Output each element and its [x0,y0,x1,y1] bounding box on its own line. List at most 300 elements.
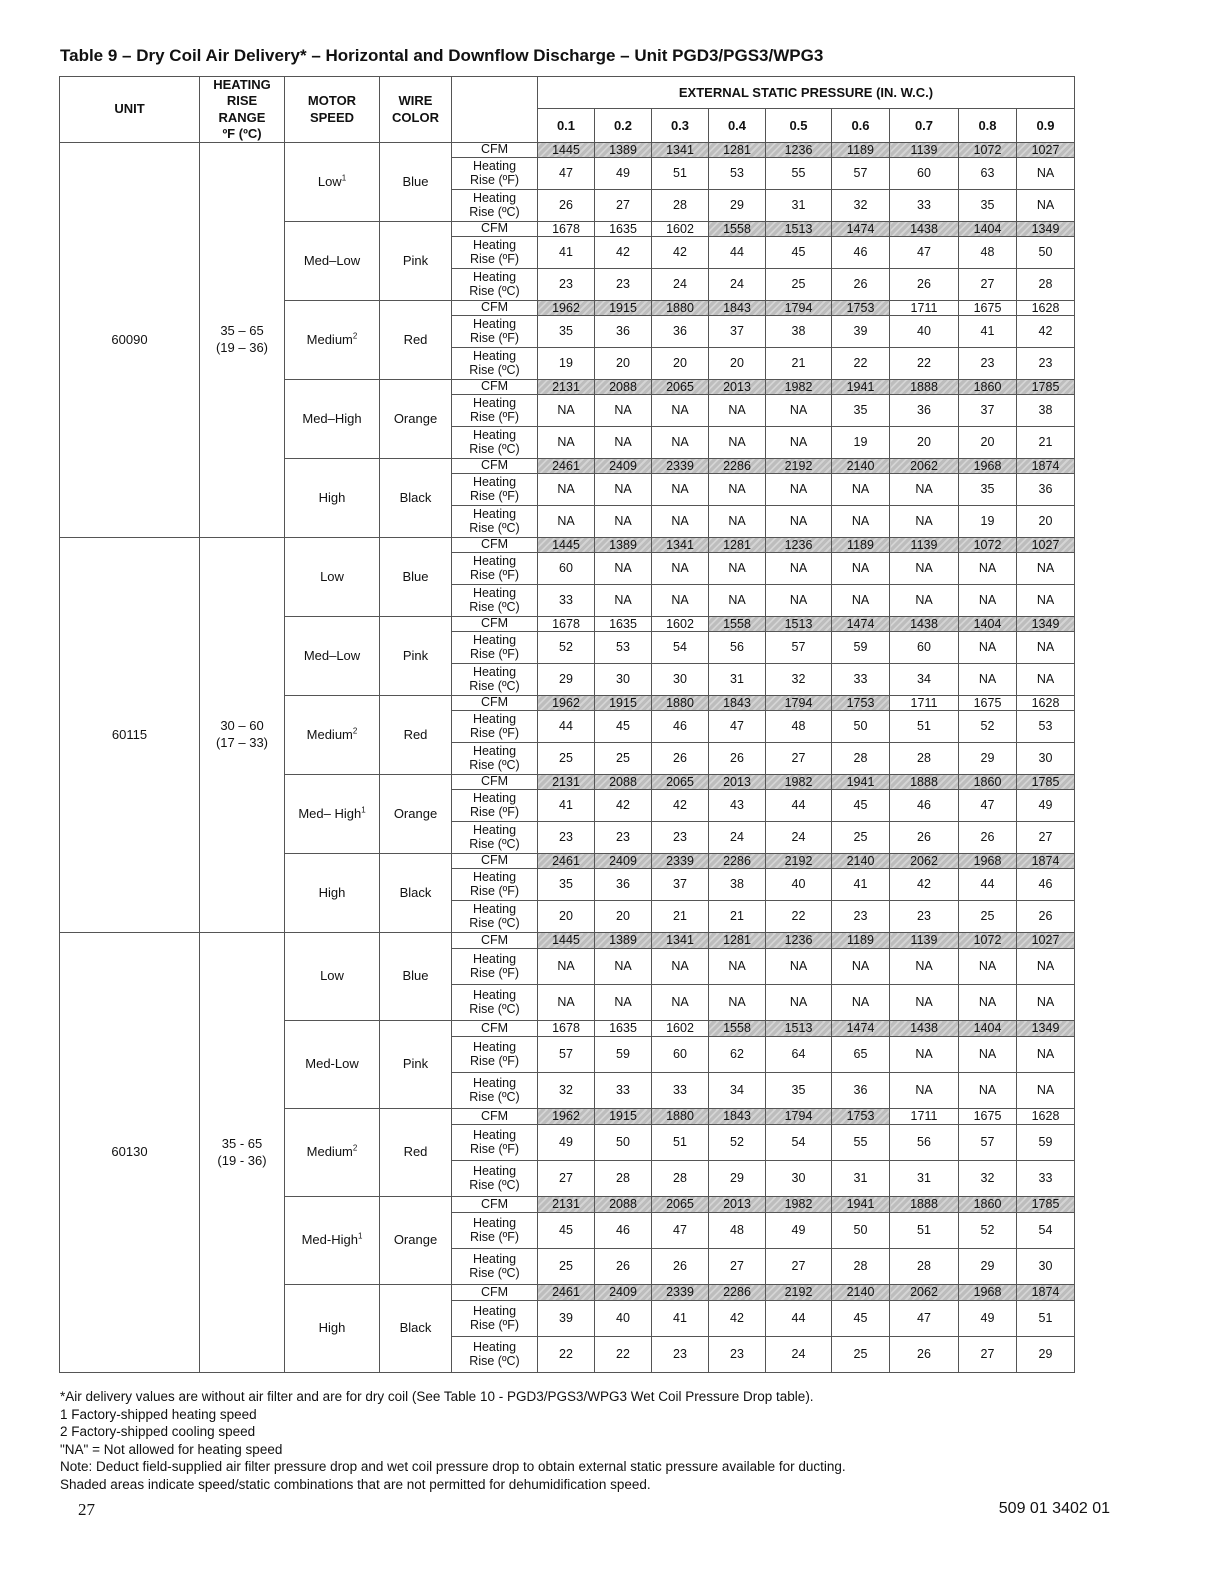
rise-c-value: 32 [538,1073,595,1109]
row-label-rise-c: Heating Rise (ºC) [452,1161,538,1197]
rise-c-value: 27 [959,269,1017,301]
rise-c-value: 27 [538,1161,595,1197]
rise-f-value: 39 [832,316,890,348]
rise-c-value: 25 [538,1249,595,1285]
cfm-value: 1513 [766,222,832,237]
rise-f-value: 50 [1017,237,1075,269]
rise-f-value: 52 [959,1213,1017,1249]
motor-speed: Med-Low [285,1021,380,1109]
rise-f-value: 41 [959,316,1017,348]
cfm-value: 1438 [890,222,959,237]
header-pressure-col: 0.1 [538,109,595,143]
rise-c-value: 24 [766,1337,832,1373]
rise-c-value: 29 [959,1249,1017,1285]
rise-f-value: 47 [890,237,959,269]
cfm-value: 1860 [959,380,1017,395]
rise-c-value: 23 [890,901,959,933]
cfm-value: 1968 [959,1285,1017,1301]
rise-f-value: 46 [652,711,709,743]
page-title: Table 9 – Dry Coil Air Delivery* – Horizontal and Downflow Discharge – Unit PGD3/PGS3/WPG3 [60,46,824,65]
rise-f-value: NA [595,553,652,585]
cfm-value: 1753 [832,301,890,316]
rise-c-value: 27 [709,1249,766,1285]
rise-f-value: 40 [890,316,959,348]
rise-c-value: 36 [832,1073,890,1109]
cfm-value: 1874 [1017,1285,1075,1301]
rise-f-value: 55 [766,158,832,190]
rise-f-value: 49 [959,1301,1017,1337]
rise-c-value: 34 [890,664,959,696]
rise-f-value: 48 [959,237,1017,269]
rise-f-value: 53 [595,632,652,664]
rise-f-value: 51 [652,158,709,190]
unit-model: 60115 [60,538,200,933]
cfm-value: 2409 [595,459,652,474]
cfm-value: 1785 [1017,380,1075,395]
rise-c-value: 23 [832,901,890,933]
wire-color: Blue [380,143,452,222]
row-label-cfm: CFM [452,1197,538,1213]
rise-f-value: 49 [538,1125,595,1161]
rise-f-value: 44 [766,790,832,822]
rise-c-value: 25 [832,822,890,854]
cfm-value: 1880 [652,1109,709,1125]
cfm-value: 1675 [959,301,1017,316]
cfm-value: 1072 [959,933,1017,949]
cfm-value: 2013 [709,380,766,395]
cfm-value: 2286 [709,854,766,869]
row-label-rise-f: Heating Rise (ºF) [452,1213,538,1249]
footnotes [60,1388,846,1493]
rise-f-value: NA [959,1037,1017,1073]
row-label-rise-c: Heating Rise (ºC) [452,585,538,617]
rise-c-value: 33 [538,585,595,617]
rise-f-value: NA [709,474,766,506]
rise-c-value: NA [832,985,890,1021]
rise-c-value: 21 [1017,427,1075,459]
rise-c-value: 19 [538,348,595,380]
header-pressure-col: 0.4 [709,109,766,143]
row-label-rise-f: Heating Rise (ºF) [452,395,538,427]
cfm-value: 1341 [652,143,709,158]
rise-c-value: NA [538,506,595,538]
rise-f-value: NA [652,949,709,985]
header-pressure-col: 0.7 [890,109,959,143]
cfm-value: 1404 [959,1021,1017,1037]
cfm-value: 1389 [595,143,652,158]
cfm-value: 2140 [832,854,890,869]
rise-c-value: 24 [766,822,832,854]
rise-f-value: 44 [766,1301,832,1337]
rise-c-value: 23 [538,822,595,854]
cfm-value: 1785 [1017,775,1075,790]
cfm-value: 1635 [595,617,652,632]
cfm-value: 1445 [538,538,595,553]
rise-f-value: 37 [652,869,709,901]
rise-f-value: 37 [709,316,766,348]
table-row [60,538,1075,553]
cfm-value: 2192 [766,854,832,869]
cfm-value: 1962 [538,696,595,711]
rise-c-value: 25 [832,1337,890,1373]
cfm-value: 1072 [959,538,1017,553]
row-label-rise-f: Heating Rise (ºF) [452,949,538,985]
rise-f-value: NA [890,474,959,506]
cfm-value: 1880 [652,696,709,711]
rise-c-value: 29 [709,190,766,222]
cfm-value: 1678 [538,1021,595,1037]
rise-c-value: 30 [1017,743,1075,775]
row-label-rise-f: Heating Rise (ºF) [452,711,538,743]
rise-c-value: 34 [709,1073,766,1109]
cfm-value: 1445 [538,143,595,158]
cfm-value: 1558 [709,1021,766,1037]
rise-c-value: NA [766,427,832,459]
rise-c-value: 20 [709,348,766,380]
rise-f-value: 56 [709,632,766,664]
header-pressure-col: 0.2 [595,109,652,143]
rise-c-value: NA [538,985,595,1021]
rise-c-value: 20 [595,348,652,380]
rise-f-value: 59 [595,1037,652,1073]
rise-f-value: 42 [652,237,709,269]
rise-c-value: NA [959,985,1017,1021]
rise-f-value: 36 [595,316,652,348]
cfm-value: 1915 [595,301,652,316]
footnote-shaded: Shaded areas indicate speed/static combinations that are not permitted for dehumidification speed. [60,1476,651,1492]
cfm-value: 2339 [652,459,709,474]
rise-f-value: 47 [709,711,766,743]
cfm-value: 1558 [709,617,766,632]
cfm-value: 2088 [595,775,652,790]
cfm-value: 1628 [1017,301,1075,316]
cfm-value: 1794 [766,1109,832,1125]
footnote-1: 1 Factory-shipped heating speed [60,1406,257,1422]
row-label-cfm: CFM [452,933,538,949]
cfm-value: 2131 [538,1197,595,1213]
row-label-rise-c: Heating Rise (ºC) [452,743,538,775]
rise-f-value: 51 [1017,1301,1075,1337]
cfm-value: 2339 [652,1285,709,1301]
rise-f-value: 42 [1017,316,1075,348]
rise-f-value: NA [652,474,709,506]
cfm-value: 1982 [766,775,832,790]
row-label-rise-f: Heating Rise (ºF) [452,632,538,664]
rise-f-value: NA [959,553,1017,585]
cfm-value: 1843 [709,301,766,316]
rise-c-value: 28 [832,1249,890,1285]
rise-f-value: 45 [538,1213,595,1249]
rise-c-value: NA [652,427,709,459]
rise-c-value: NA [1017,585,1075,617]
rise-c-value: 23 [652,822,709,854]
rise-c-value: 31 [890,1161,959,1197]
cfm-value: 1438 [890,1021,959,1037]
cfm-value: 2062 [890,459,959,474]
cfm-value: 1880 [652,301,709,316]
rise-c-value: 23 [959,348,1017,380]
rise-c-value: 35 [959,190,1017,222]
rise-f-value: 35 [538,316,595,348]
cfm-value: 2131 [538,380,595,395]
rise-f-value: 54 [652,632,709,664]
rise-c-value: 26 [959,822,1017,854]
cfm-value: 1281 [709,538,766,553]
cfm-value: 1941 [832,775,890,790]
rise-c-value: NA [832,506,890,538]
rise-c-value: 30 [766,1161,832,1197]
cfm-value: 1341 [652,538,709,553]
rise-f-value: 52 [959,711,1017,743]
rise-f-value: 41 [538,790,595,822]
cfm-value: 1941 [832,1197,890,1213]
rise-f-value: NA [890,949,959,985]
rise-f-value: 56 [890,1125,959,1161]
row-label-rise-c: Heating Rise (ºC) [452,427,538,459]
wire-color: Blue [380,538,452,617]
cfm-value: 1072 [959,143,1017,158]
rise-c-value: 28 [890,1249,959,1285]
rise-f-value: NA [709,949,766,985]
rise-c-value: NA [1017,985,1075,1021]
cfm-value: 1628 [1017,1109,1075,1125]
motor-speed: Med–Low [285,222,380,301]
rise-f-value: 62 [709,1037,766,1073]
rise-c-value: 35 [766,1073,832,1109]
cfm-value: 1139 [890,933,959,949]
rise-c-value: 26 [538,190,595,222]
wire-color: Orange [380,1197,452,1285]
rise-f-value: 46 [1017,869,1075,901]
rise-c-value: 25 [538,743,595,775]
rise-c-value: NA [538,427,595,459]
rise-c-value: 20 [595,901,652,933]
cfm-value: 1349 [1017,1021,1075,1037]
cfm-value: 1389 [595,538,652,553]
cfm-value: 1389 [595,933,652,949]
cfm-value: 2192 [766,1285,832,1301]
rise-c-value: 22 [832,348,890,380]
row-label-rise-f: Heating Rise (ºF) [452,553,538,585]
rise-c-value: 22 [890,348,959,380]
motor-speed: Low [285,538,380,617]
cfm-value: 2339 [652,854,709,869]
cfm-value: 1678 [538,222,595,237]
motor-speed: Med– High$^1$ [285,775,380,854]
cfm-value: 1027 [1017,538,1075,553]
header-pressure-col: 0.8 [959,109,1017,143]
motor-speed: Medium$^2$ [285,1109,380,1197]
row-label-cfm: CFM [452,143,538,158]
rise-c-value: 27 [766,743,832,775]
rise-f-value: NA [1017,949,1075,985]
footnote-asterisk: *Air delivery values are without air filter and are for dry coil (See Table 10 - PGD3/PGS3/WPG3 Wet Coil Pressure Drop table). [60,1389,814,1404]
rise-c-value: NA [959,1073,1017,1109]
rise-f-value: 60 [890,632,959,664]
rise-f-value: NA [709,395,766,427]
cfm-value: 1404 [959,222,1017,237]
cfm-value: 2192 [766,459,832,474]
cfm-value: 1635 [595,222,652,237]
row-label-rise-f: Heating Rise (ºF) [452,237,538,269]
rise-f-value: 51 [890,711,959,743]
rise-c-value: 26 [890,1337,959,1373]
rise-c-value: 20 [538,901,595,933]
motor-speed: Low$^1$ [285,143,380,222]
header-pressure-col: 0.3 [652,109,709,143]
rise-c-value: 25 [595,743,652,775]
cfm-value: 1602 [652,1021,709,1037]
cfm-value: 1189 [832,538,890,553]
rise-f-value: 57 [766,632,832,664]
rise-f-value: NA [709,553,766,585]
cfm-value: 1281 [709,933,766,949]
rise-c-value: 25 [959,901,1017,933]
rise-f-value: 57 [538,1037,595,1073]
rise-f-value: 38 [709,869,766,901]
rise-c-value: NA [959,585,1017,617]
rise-c-value: 30 [652,664,709,696]
rise-f-value: 60 [538,553,595,585]
row-label-cfm: CFM [452,775,538,790]
rise-f-value: NA [538,949,595,985]
cfm-value: 1602 [652,222,709,237]
motor-speed: High [285,459,380,538]
cfm-value: 1474 [832,222,890,237]
row-label-rise-f: Heating Rise (ºF) [452,869,538,901]
row-label-rise-c: Heating Rise (ºC) [452,1249,538,1285]
rise-f-value: 57 [959,1125,1017,1161]
rise-c-value: NA [766,506,832,538]
rise-f-value: 47 [959,790,1017,822]
row-label-cfm: CFM [452,380,538,395]
rise-c-value: NA [595,585,652,617]
row-label-cfm: CFM [452,617,538,632]
rise-c-value: NA [890,506,959,538]
cfm-value: 1602 [652,617,709,632]
rise-f-value: 41 [538,237,595,269]
cfm-value: 2461 [538,459,595,474]
rise-f-value: NA [890,1037,959,1073]
wire-color: Red [380,696,452,775]
cfm-value: 1474 [832,617,890,632]
cfm-value: 2062 [890,854,959,869]
row-label-rise-c: Heating Rise (ºC) [452,269,538,301]
rise-c-value: NA [890,985,959,1021]
rise-f-value: NA [538,474,595,506]
rise-f-value: NA [1017,158,1075,190]
header-heating-rise-range: HEATING RISE RANGE ºF (ºC) [200,77,285,143]
rise-c-value: NA [652,985,709,1021]
rise-f-value: 54 [1017,1213,1075,1249]
cfm-value: 1962 [538,1109,595,1125]
cfm-value: 1968 [959,459,1017,474]
footnote-2: 2 Factory-shipped cooling speed [60,1424,256,1439]
rise-f-value: 36 [1017,474,1075,506]
rise-f-value: NA [766,474,832,506]
rise-c-value: 26 [832,269,890,301]
rise-c-value: 24 [652,269,709,301]
rise-f-value: 42 [709,1301,766,1337]
rise-c-value: 29 [538,664,595,696]
rise-f-value: 39 [538,1301,595,1337]
cfm-value: 1027 [1017,143,1075,158]
rise-f-value: NA [1017,553,1075,585]
cfm-value: 1675 [959,1109,1017,1125]
rise-c-value: 22 [766,901,832,933]
cfm-value: 2409 [595,1285,652,1301]
row-label-rise-c: Heating Rise (ºC) [452,901,538,933]
rise-f-value: 48 [766,711,832,743]
rise-c-value: 23 [595,822,652,854]
rise-f-value: 65 [832,1037,890,1073]
cfm-value: 1711 [890,696,959,711]
rise-c-value: 20 [652,348,709,380]
row-label-cfm: CFM [452,1109,538,1125]
row-label-rise-f: Heating Rise (ºF) [452,474,538,506]
rise-c-value: 28 [652,1161,709,1197]
rise-f-value: NA [766,395,832,427]
cfm-value: 1236 [766,933,832,949]
rise-f-value: NA [652,395,709,427]
motor-speed: Medium$^2$ [285,301,380,380]
page-number: 27 [78,1500,95,1519]
rise-c-value: 33 [595,1073,652,1109]
wire-color: Blue [380,933,452,1021]
rise-f-value: 49 [766,1213,832,1249]
rise-c-value: 32 [959,1161,1017,1197]
row-label-rise-f: Heating Rise (ºF) [452,158,538,190]
rise-f-value: 43 [709,790,766,822]
rise-f-value: NA [1017,632,1075,664]
header-wire-color: WIRE COLOR [380,77,452,143]
rise-f-value: 47 [538,158,595,190]
rise-c-value: 30 [595,664,652,696]
rise-c-value: 24 [709,822,766,854]
cfm-value: 1888 [890,380,959,395]
row-label-rise-c: Heating Rise (ºC) [452,822,538,854]
cfm-value: 2461 [538,854,595,869]
rise-c-value: 27 [1017,822,1075,854]
cfm-value: 1281 [709,143,766,158]
cfm-value: 1753 [832,1109,890,1125]
rise-f-value: 50 [832,1213,890,1249]
rise-f-value: 41 [832,869,890,901]
row-label-rise-c: Heating Rise (ºC) [452,506,538,538]
cfm-value: 2140 [832,1285,890,1301]
rise-f-value: 38 [766,316,832,348]
rise-f-value: 54 [766,1125,832,1161]
rise-f-value: 36 [595,869,652,901]
row-label-rise-c: Heating Rise (ºC) [452,190,538,222]
cfm-value: 2065 [652,1197,709,1213]
cfm-value: 1189 [832,143,890,158]
rise-f-value: 51 [652,1125,709,1161]
cfm-value: 1635 [595,1021,652,1037]
cfm-value: 1341 [652,933,709,949]
rise-c-value: 22 [595,1337,652,1373]
rise-f-value: NA [652,553,709,585]
rise-f-value: 36 [890,395,959,427]
rise-c-value: 28 [890,743,959,775]
table-row [60,933,1075,949]
cfm-value: 1888 [890,1197,959,1213]
rise-f-value: 63 [959,158,1017,190]
cfm-value: 2065 [652,380,709,395]
rise-c-value: 28 [652,190,709,222]
rise-c-value: 27 [959,1337,1017,1373]
motor-speed: High [285,854,380,933]
